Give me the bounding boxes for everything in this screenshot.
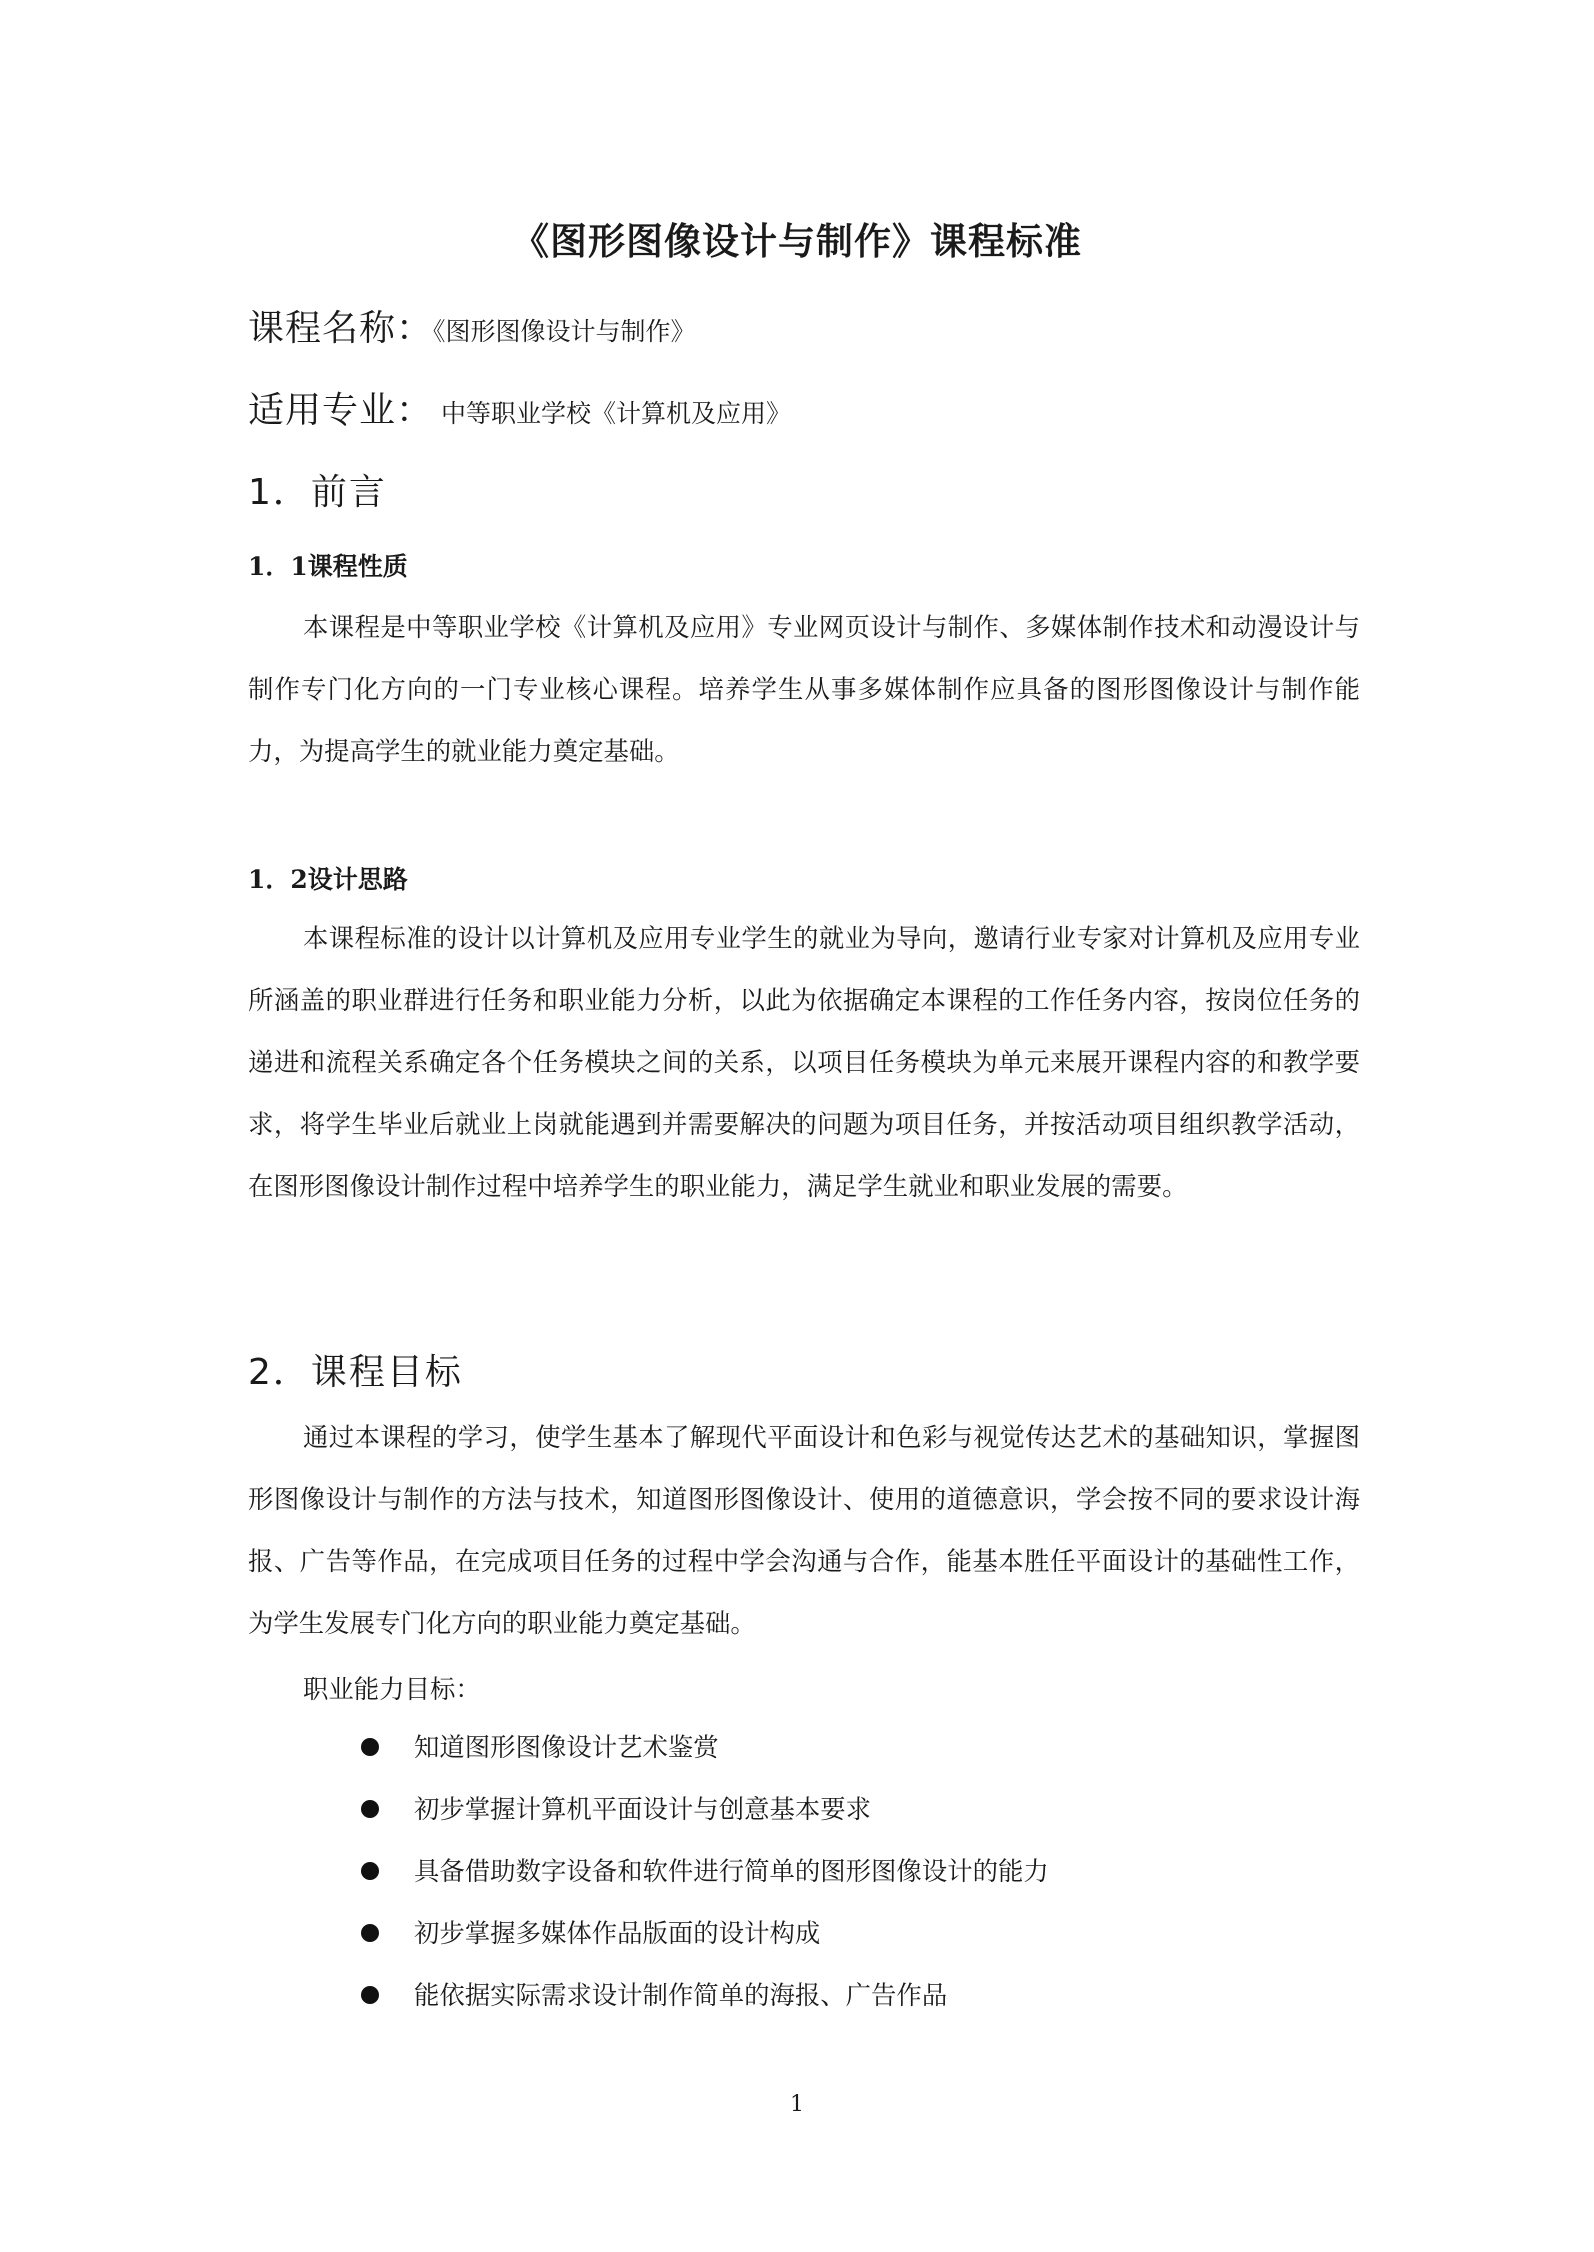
- document-title: 《图形图像设计与制作》课程标准: [512, 220, 1082, 263]
- section-1-heading: 1．前言: [248, 472, 387, 513]
- goals-list: [0, 1725, 1594, 2035]
- list-item: [0, 1973, 1594, 2035]
- section-1-1-paragraph: 本课程是中等职业学校《计算机及应用》专业网页设计与制作、多媒体制作技术和动漫设计与制作专门化方向的一门专业核心课程。培养学生从事多媒体制作应具备的图形图像设计与制作能力，为提高学生的就业能力奠定基础。: [248, 612, 1360, 766]
- major-label: 适用专业：: [248, 390, 434, 431]
- goals-label: 职业能力目标：: [303, 1674, 481, 1704]
- section-2-heading: 2．课程目标: [248, 1352, 463, 1393]
- course-name-value: 《图形图像设计与制作》: [433, 317, 696, 346]
- goal-text: 具备借助数字设备和软件进行简单的图形图像设计的能力: [414, 1856, 1049, 1886]
- goal-text: 能依据实际需求设计制作简单的海报、广告作品: [414, 1980, 948, 2010]
- page-number: 1: [790, 2092, 804, 2117]
- bullet-icon: [361, 1862, 379, 1880]
- section-1-2-heading: 1．2设计思路: [248, 865, 408, 894]
- list-item: [0, 1725, 1594, 1787]
- bullet-icon: [361, 1738, 379, 1756]
- goal-text: 初步掌握计算机平面设计与创意基本要求: [414, 1794, 872, 1824]
- list-item: [0, 1911, 1594, 1973]
- course-name-label: 课程名称：: [248, 308, 434, 349]
- section-1-1-heading: 1．1课程性质: [248, 552, 408, 581]
- bullet-icon: [361, 1986, 379, 2004]
- bullet-icon: [361, 1924, 379, 1942]
- goal-text: 知道图形图像设计艺术鉴赏: [414, 1732, 719, 1762]
- course-name-line: [248, 300, 696, 351]
- major-line: [248, 382, 791, 433]
- section-1-2-paragraph: 本课程标准的设计以计算机及应用专业学生的就业为导向，邀请行业专家对计算机及应用专业所涵盖的职业群进行任务和职业能力分析，以此为依据确定本课程的工作任务内容，按岗位任务的递进和流程关系确定各个任务模块之间的关系，以项目任务模块为单元来展开课程内容的和教学要求，将学生毕业后就业上岗就能遇到并需要解决的问题为项目任务，并按活动项目组织教学活动，在图形图像设计制作过程中培养学生的职业能力，满足学生就业和职业发展的需要。: [248, 923, 1360, 1201]
- list-item: [0, 1787, 1594, 1849]
- list-item: [0, 1849, 1594, 1911]
- goal-text: 初步掌握多媒体作品版面的设计构成: [414, 1918, 821, 1948]
- bullet-icon: [361, 1800, 379, 1818]
- section-2-paragraph: 通过本课程的学习，使学生基本了解现代平面设计和色彩与视觉传达艺术的基础知识，掌握图形图像设计与制作的方法与技术，知道图形图像设计、使用的道德意识，学会按不同的要求设计海报、广告等作品，在完成项目任务的过程中学会沟通与合作，能基本胜任平面设计的基础性工作，为学生发展专门化方向的职业能力奠定基础。: [248, 1422, 1360, 1638]
- major-value: 中等职业学校《计算机及应用》: [441, 399, 792, 428]
